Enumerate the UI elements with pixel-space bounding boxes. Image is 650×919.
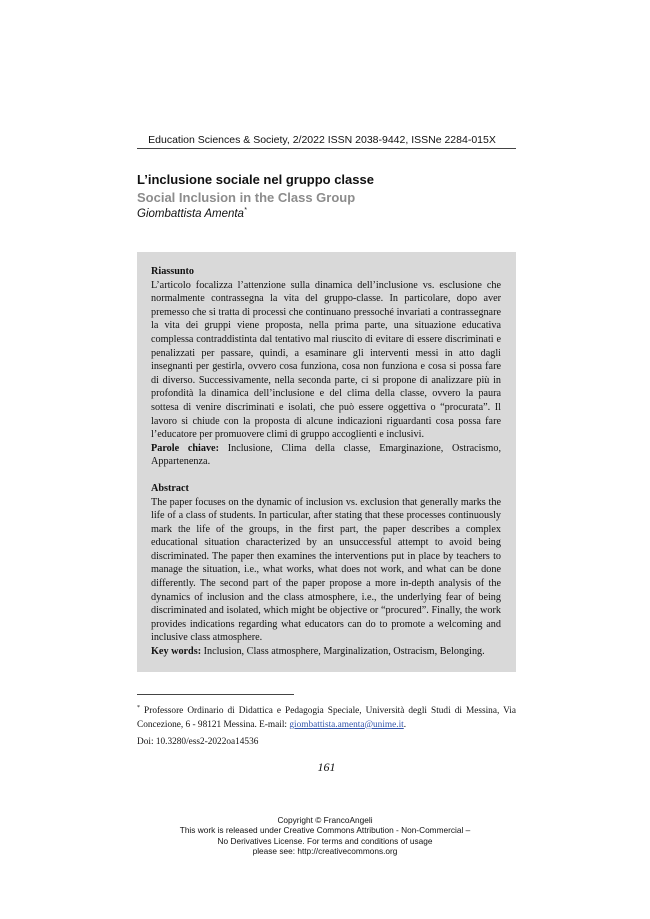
author-name [137,207,247,220]
abstract-keywords [151,645,501,659]
article-title-italian: L’inclusione sociale nel gruppo classe [137,172,374,187]
copyright-notice [130,815,520,856]
copyright-line-2: This work is released under Creative Commons Attribution - Non-Commercial – [179,825,471,836]
abstract-keywords-list: Inclusion, Class atmosphere, Marginalization, Ostracism, Belonging. [203,646,485,658]
copyright-line-3: No Derivatives License. For terms and conditions of usage [217,835,433,846]
abstract-heading: Abstract [151,482,189,494]
doi-text: Doi: 10.3280/ess2-2022oa14536 [137,737,259,747]
riassunto-heading: Riassunto [151,266,195,277]
abstract-text: The paper focuses on the dynamic of inclusion vs. exclusion that generally marks the life of a class of students. In particular, after stating that these processes continuously mark the life of the groups, in the first part, the paper describes a complex educational situation characterized by an unsuccessful attempt to avoid being discriminated. The paper then examines the interventions put in place by teachers to manage the situation, i.e., what works, what does not work, and what can be done differently. The second part of the paper propose a more in-depth analysis of the dynamics of inclusion and the class atmosphere, i.e., the underlying fear of being discriminated and isolated, which might be objective or “procured”. Finally, the work provides indications regarding what educators can do to promote a welcoming and inclusive class atmosphere. [151,496,501,644]
footnote-text: Professore Ordinario di Didattica e Pedagogia Speciale, Università degli Studi di Messina, Via Concezione, 6 - 98121 Messina. E-mail: [137,706,516,730]
header-divider [137,148,516,149]
footnote-mark: * [137,705,140,711]
author-footnote-mark[interactable]: * [243,207,247,214]
journal-header: Education Sciences & Society, 2/2022 ISSN 2038-9442, ISSNe 2284-015X [148,134,496,146]
riassunto-text: L’articolo focalizza l’attenzione sulla dinamica dell’inclusione vs. esclusione che normalmente contrassegna la vita del gruppo-classe. In particolare, dopo aver premesso che si tratta di processi che continuano pressoché invariati a contrassegnare la vita dei gruppi viene proposta, nella prima parte, una situazione educativa complessa contraddistinta dal tentativo mal riuscito di evitare di essere discriminati e penalizzati per passare, quindi, a esaminare gli interventi messi in atto dagli insegnanti per gestirla, ovvero cosa funziona, cosa non funziona e cosa si possa fare di diverso. Successivamente, nella seconda parte, ci si propone di analizzare più in profondità la dinamica dell’inclusione e del clima della classe, ovvero la paura sottesa di venire discriminati e isolati, che può essere oggettiva o “procurata”. Il lavoro si chiude con la proposta di alcune indicazioni riguardanti cosa possa fare l’educatore per promuovere climi di gruppo accoglienti e inclusivi. [151,279,501,441]
footnote-trailing: . [403,719,407,730]
riassunto-keywords-label: Parole chiave: [151,442,219,454]
article-title-english: Social Inclusion in the Class Group [137,190,356,205]
author-name-text: Giombattista Amenta [137,207,244,220]
author-footnote [137,702,516,732]
footnote-divider [137,694,294,695]
copyright-line-1: Copyright © FrancoAngeli [277,815,373,825]
author-email-link[interactable]: giombattista.amenta@unime.it [289,719,404,730]
abstract-box [137,252,516,672]
abstract-keywords-label: Key words: [151,646,202,658]
copyright-line-4: please see: http://creativecommons.org [252,845,398,856]
riassunto-keywords-list: Inclusione, Clima della classe, Emarginazione, Ostracismo, Appartenenza. [151,442,501,468]
riassunto-keywords [151,442,501,469]
page-number: 161 [317,760,336,774]
